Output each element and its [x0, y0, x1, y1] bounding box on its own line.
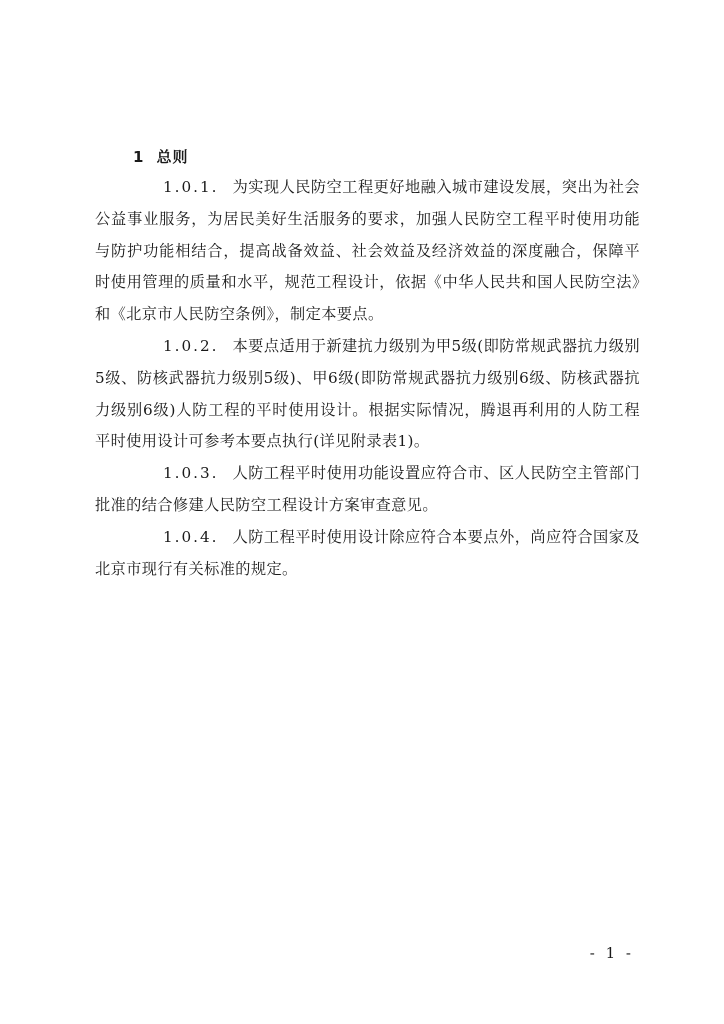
clause-1-0-4	[95, 522, 640, 586]
clause-1-0-3	[95, 458, 640, 522]
clause-1-0-2	[95, 331, 640, 458]
section-heading	[133, 146, 188, 167]
page-number: - 1 -	[589, 944, 634, 962]
clause-1-0-1	[95, 172, 640, 331]
section-number: 1	[133, 148, 145, 166]
section-title: 总则	[156, 148, 189, 166]
clause-number: 1.0.4.	[163, 527, 219, 546]
clause-number: 1.0.1.	[163, 178, 219, 196]
clause-text: 人防工程平时使用功能设置应符合市、区人民防空主管部门批准的结合修建人民防空工程设计方案审查意见。	[95, 464, 640, 514]
clause-text: 为实现人民防空工程更好地融入城市建设发展，突出为社会公益事业服务，为居民美好生活服务的要求，加强人民防空工程平时使用功能与防护功能相结合，提高战备效益、社会效益及经济效益的深度融合，保障平时使用管理的质量和水平，规范工程设计，依据《中华人民共和国人民防空法》和《北京市人民防空条例》，制定本要点。	[95, 178, 640, 324]
clauses-body	[95, 172, 640, 585]
clause-number: 1.0.3.	[163, 464, 219, 483]
clause-text: 本要点适用于新建抗力级别为甲5级(即防常规武器抗力级别5级、防核武器抗力级别5级)、甲6级(即防常规武器抗力级别6级、防核武器抗力级别6级)人防工程的平时使用设计。根据实际情况，腾退再利用的人防工程平时使用设计可参考本要点执行(详见附录表1)。	[95, 336, 640, 451]
clause-number: 1.0.2.	[163, 336, 219, 355]
clause-text: 人防工程平时使用设计除应符合本要点外，尚应符合国家及北京市现行有关标准的规定。	[95, 527, 640, 578]
